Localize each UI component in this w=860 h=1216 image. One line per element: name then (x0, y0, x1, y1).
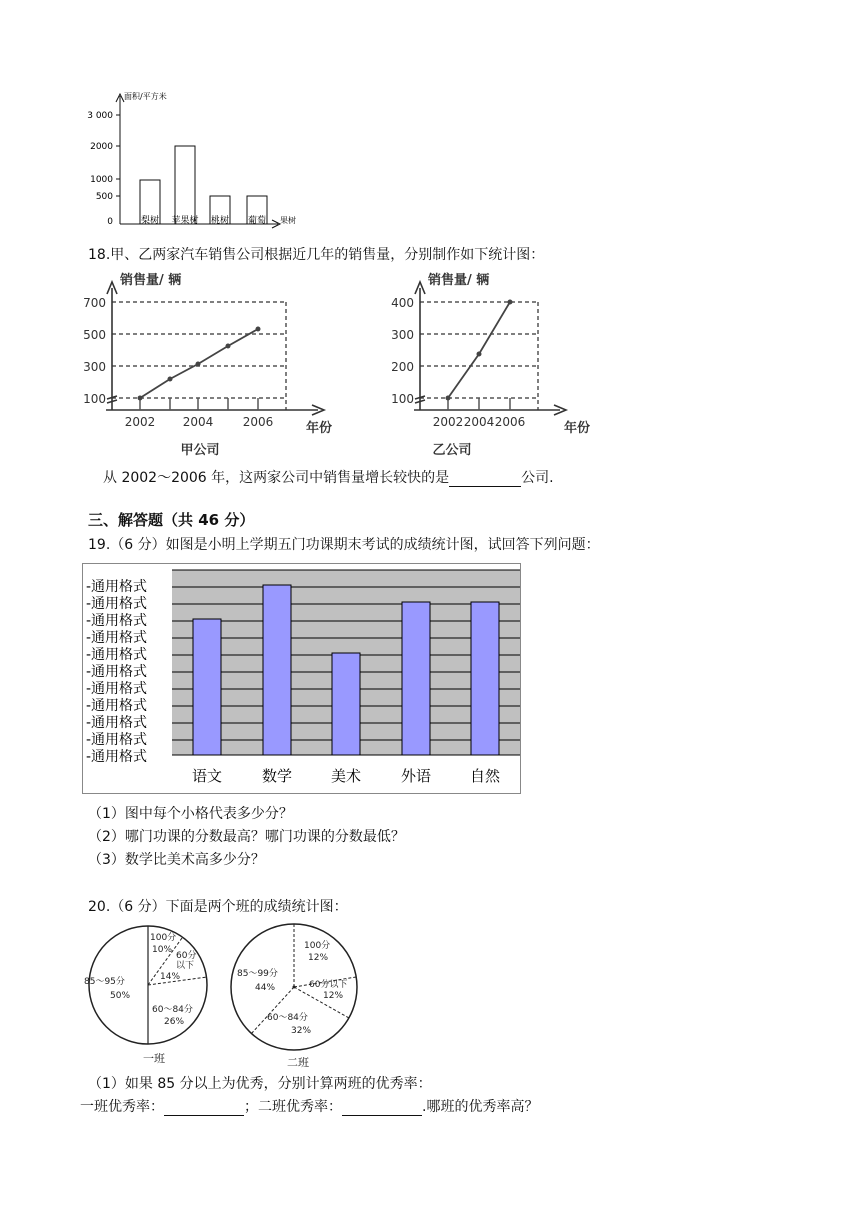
class2-pct-6084: 32% (291, 1026, 312, 1036)
grades-cat-0: 语文 (191, 767, 223, 785)
class2-label-60: 60分以下 (309, 980, 348, 990)
fruit-chart-origin: 0 (107, 217, 113, 227)
q18-answer-blank[interactable] (449, 472, 521, 487)
class1-label-6084: 60～84分 (152, 1005, 193, 1015)
company-b-xlabel: 年份 (564, 421, 591, 436)
class2-pct-60: 12% (323, 991, 344, 1001)
q19-text: 19.（6 分）如图是小明上学期五门功课期末考试的成绩统计图，试回答下列问题： (88, 537, 600, 553)
company-b-line-chart (388, 268, 598, 460)
company-b-ytick-400: 400 (391, 296, 414, 310)
q20-rate-tail: .哪班的优秀率高？ (422, 1099, 539, 1115)
bar-ziran (471, 602, 499, 755)
grades-ytick-label: -通用格式 (86, 698, 148, 714)
fruit-chart-tick-500: 500 (95, 192, 113, 202)
class1-label-100: 100分 (150, 933, 177, 943)
bar-waiyu (402, 602, 430, 755)
grades-ytick-label: -通用格式 (86, 647, 148, 663)
company-a-ytick-100: 100 (83, 392, 106, 406)
company-b-series-line (448, 302, 510, 398)
fruit-chart-tick-2000: 2000 (90, 142, 113, 152)
class2-label-85: 85～99分 (237, 969, 278, 979)
class2-label-6084: 60～84分 (267, 1013, 308, 1023)
grades-ytick-label: -通用格式 (86, 715, 148, 731)
grades-ytick-label: -通用格式 (86, 613, 148, 629)
grades-cat-1: 数学 (261, 767, 293, 785)
class1-label-60b: 以下 (176, 961, 195, 971)
class2-pie-chart (225, 920, 373, 1072)
class1-pct-85: 50% (110, 991, 131, 1001)
q20-text: 20.（6 分）下面是两个班的成绩统计图： (88, 899, 348, 915)
company-b-point-2006 (508, 300, 513, 305)
company-b-point-2004 (477, 352, 482, 357)
q20-rate2-blank[interactable] (342, 1101, 422, 1116)
class1-caption: 一班 (143, 1052, 165, 1065)
bar-yuwen (193, 619, 221, 755)
company-a-ylabel: 销售量/ 辆 (120, 273, 182, 288)
q18-answer-suffix: 公司. (521, 470, 554, 486)
company-a-ytick-700: 700 (83, 296, 106, 310)
company-b-caption: 乙公司 (432, 443, 472, 458)
class1-pct-100: 10% (152, 945, 173, 955)
company-a-xtick-2006: 2006 (242, 415, 274, 429)
class1-pct-60: 14% (160, 972, 181, 982)
company-a-xtick-2004: 2004 (182, 415, 214, 429)
grades-ytick-label: -通用格式 (86, 732, 148, 748)
fruit-tree-bar-chart (80, 88, 320, 233)
grades-cat-2: 美术 (330, 767, 362, 785)
class2-caption: 二班 (287, 1056, 309, 1069)
grades-ytick-label: -通用格式 (86, 579, 148, 595)
q19-question-3: （3）数学比美术高多少分？ (88, 852, 265, 868)
grades-ytick-label: -通用格式 (86, 681, 148, 697)
company-b-xtick-2002: 2002 (432, 415, 464, 429)
q20-rate2-label: ；二班优秀率： (244, 1099, 342, 1115)
company-a-point-2006 (256, 327, 261, 332)
grades-ytick-label: -通用格式 (86, 596, 148, 612)
company-b-point-2002 (446, 396, 451, 401)
grades-ytick-label: -通用格式 (86, 664, 148, 680)
company-b-xtick-2004: 2004 (463, 415, 495, 429)
company-a-point-2004 (196, 362, 201, 367)
class1-label-85: 85～95分 (84, 977, 125, 987)
company-b-ytick-200: 200 (391, 360, 414, 374)
q18-answer-prefix: 从 2002～2006 年，这两家公司中销售量增长较快的是 (103, 470, 450, 486)
company-b-ytick-100: 100 (391, 392, 414, 406)
q20-rate1-blank[interactable] (164, 1101, 244, 1116)
class2-pct-85: 44% (255, 983, 276, 993)
grades-bar-chart (82, 563, 522, 795)
fruit-chart-tick-3000: 3 000 (87, 111, 113, 121)
company-b-ylabel: 销售量/ 辆 (428, 273, 490, 288)
q20-rate-line (80, 1098, 538, 1116)
grades-ytick-label: -通用格式 (86, 630, 148, 646)
q20-question-1: （1）如果 85 分以上为优秀，分别计算两班的优秀率： (88, 1076, 432, 1092)
company-b-xtick-2006: 2006 (494, 415, 526, 429)
bar-meishu (332, 653, 360, 755)
grades-cat-3: 外语 (400, 767, 432, 785)
company-a-xlabel: 年份 (306, 421, 333, 436)
company-a-point-2005 (226, 344, 231, 349)
class1-label-60a: 60分 (176, 951, 197, 961)
fruit-cat-0: 梨树 (140, 216, 160, 226)
bar-shuxue (263, 585, 291, 755)
company-a-line-chart (80, 268, 340, 460)
bar-pingguoshu (175, 146, 195, 224)
grades-cat-4: 自然 (469, 767, 501, 785)
fruit-chart-tick-1000: 1000 (90, 175, 113, 185)
company-b-ytick-300: 300 (391, 328, 414, 342)
company-a-ytick-500: 500 (83, 328, 106, 342)
class2-pct-100: 12% (308, 953, 329, 963)
company-a-xtick-2002: 2002 (124, 415, 156, 429)
section3-title: 三、解答题（共 46 分） (88, 511, 255, 529)
class1-pie-chart (82, 920, 222, 1068)
company-a-ytick-300: 300 (83, 360, 106, 374)
company-a-caption: 甲公司 (180, 443, 220, 458)
q18-text: 18.甲、乙两家汽车销售公司根据近几年的销售量，分别制作如下统计图： (88, 247, 545, 263)
q18-answer-line (103, 469, 554, 487)
q19-question-1: （1）图中每个小格代表多少分？ (88, 806, 293, 822)
q20-rate1-label: 一班优秀率： (80, 1099, 164, 1115)
class2-label-100: 100分 (304, 941, 331, 951)
class1-pct-6084: 26% (164, 1017, 185, 1027)
company-a-point-2002 (138, 396, 143, 401)
fruit-chart-ylabel: 面积/平方米 (124, 92, 167, 101)
fruit-cat-1: 苹果树 (171, 216, 199, 226)
fruit-cat-3: 葡萄 (247, 216, 267, 226)
company-a-point-2003 (168, 377, 173, 382)
fruit-chart-xlabel: 果树 (280, 216, 296, 225)
q19-question-2: （2）哪门功课的分数最高？哪门功课的分数最低？ (88, 829, 405, 845)
grades-ytick-label: -通用格式 (86, 749, 148, 765)
fruit-cat-2: 桃树 (210, 216, 230, 226)
